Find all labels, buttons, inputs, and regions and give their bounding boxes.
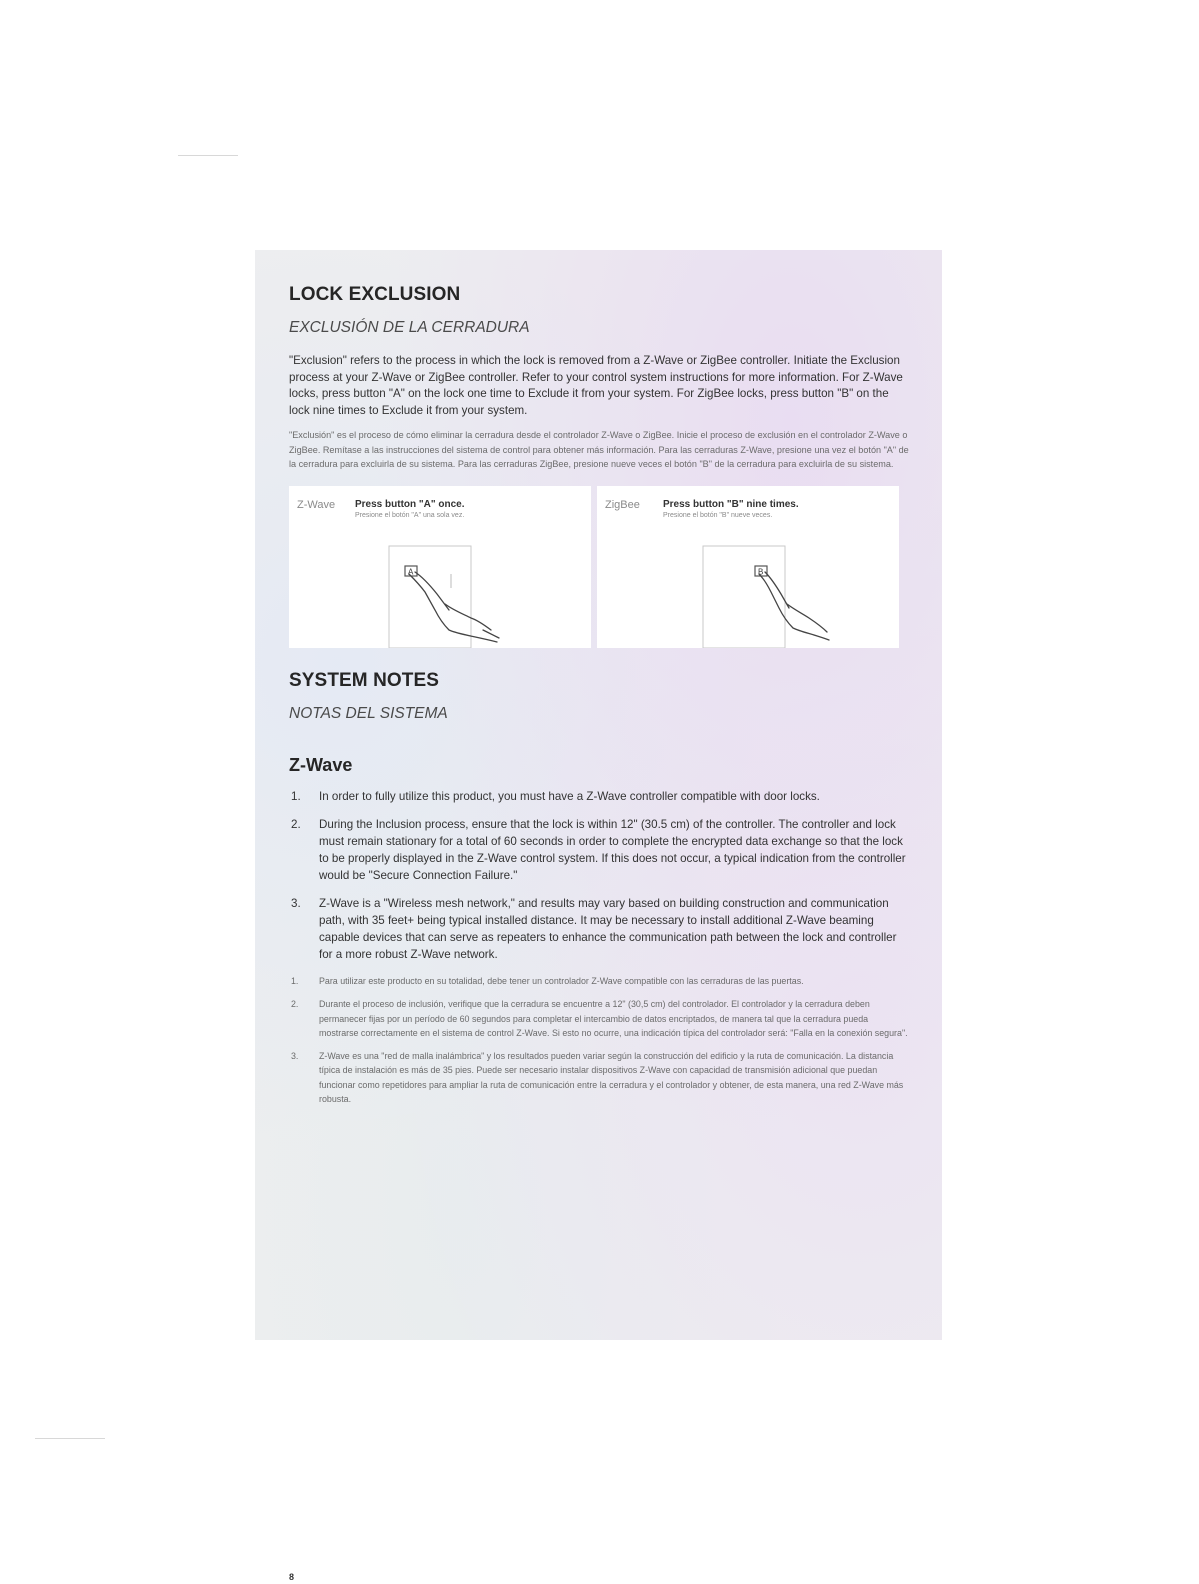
system-notes-list-en — [289, 788, 909, 963]
system-notes-title-es: NOTAS DEL SISTEMA — [289, 704, 448, 722]
page-content — [289, 284, 909, 1115]
manual-page — [255, 250, 942, 1582]
lock-press-illustration-zwave — [387, 544, 517, 648]
zigbee-instruction-text — [663, 499, 799, 519]
zwave-instruction-card — [289, 486, 591, 648]
zwave-instruction-text — [355, 499, 465, 519]
page-number: 8 — [289, 1572, 295, 1582]
list-item: 3. Z-Wave es una "red de malla inalámbrica" y los resultados pueden variar según la construcción del edificio y la ruta de comunicación. La distancia típica de instalación es más de 35 pies. Puede ser necesario instalar dispositivos Z-Wave con capacidad de transmisión adicional que puedan funcionar como repetidores para ampliar la ruta de comunicación entre la cerradura y el controlador y obtener, de esta manera, una red Z-Wave más robusta. — [291, 1051, 904, 1105]
system-notes-section — [289, 670, 909, 1106]
zwave-heading: Z-Wave — [289, 754, 353, 775]
system-notes-list-es — [289, 974, 909, 1106]
zwave-label: Z-Wave — [297, 498, 336, 511]
scan-artifact-bottom — [35, 1438, 105, 1439]
button-a-letter: A — [408, 567, 414, 577]
button-b-letter: B — [758, 567, 764, 577]
zigbee-label: ZigBee — [605, 498, 640, 511]
lock-keypad-outline — [703, 546, 785, 648]
lock-exclusion-body-en: "Exclusion" refers to the process in which the lock is removed from a Z-Wave or ZigBee controller. Initiate the Exclusion process at your Z-Wave or ZigBee controller. Refer to your control system instructions for more information. For Z-Wave locks, press button "A" on the lock one time to Exclude it from your system. For ZigBee locks, press button "B" on the lock nine times to Exclude it from your system. — [289, 354, 903, 417]
zigbee-instruction-en: Press button "B" nine times. — [663, 498, 799, 510]
lock-exclusion-title-es: EXCLUSIÓN DE LA CERRADURA — [289, 319, 530, 336]
lock-exclusion-body-es: "Exclusión" es el proceso de cómo eliminar la cerradura desde el controlador Z-Wave o ZigBee. Inicie el proceso de exclusión en el controlador Z-Wave o ZigBee. Remítase a las instrucciones del sistema de control para obtener más información. Para las cerraduras Z-Wave, presione una vez el botón "A" de la cerradura para excluirla de su sistema. Para las cerraduras ZigBee, presione nueve veces el botón "B" de la cerradura para excluirla de su sistema. — [289, 430, 909, 469]
list-item: 1. Para utilizar este producto en su totalidad, debe tener un controlador Z-Wave compatible con las cerraduras de las puertas. — [291, 975, 804, 986]
lock-exclusion-title: LOCK EXCLUSION — [289, 284, 461, 305]
list-item: 2. Durante el proceso de inclusión, verifique que la cerradura se encuentre a 12" (30,5 cm) del controlador. El controlador y la cerradura deben permanecer fijas por un período de 60 segundos para completar el intercambio de datos encriptados, de manera tal que la cerradura pueda mostrarse correctamente en el sistema de control Z-Wave. Si esto no ocurre, una indicación típica del controlador será: "Falla en la conexión segura". — [291, 999, 908, 1038]
zwave-instruction-en: Press button "A" once. — [355, 498, 465, 510]
scan-artifact-top — [178, 155, 238, 156]
zigbee-instruction-header — [605, 499, 799, 519]
list-item: 3. Z-Wave is a "Wireless mesh network," and results may vary based on building construction and communication path, with 35 feet+ being typical installed distance. It may be necessary to install additional Z-Wave beaming capable devices that can serve as repeaters to enhance the communication path between the lock and controller for a more robust Z-Wave network. — [291, 896, 897, 961]
lock-press-illustration-zigbee — [701, 544, 831, 648]
zwave-instruction-es: Presione el botón "A" una sola vez. — [355, 511, 465, 519]
zigbee-instruction-es: Presione el botón "B" nueve veces. — [663, 511, 773, 519]
zwave-instruction-header — [297, 499, 465, 519]
list-item: 2. During the Inclusion process, ensure that the lock is within 12" (30.5 cm) of the controller. The controller and lock must remain stationary for a total of 60 seconds in order to complete the encrypted data exchange so that the lock to be properly displayed in the Z-Wave control system. If this does not occur, a typical indication from the controller would be "Secure Connection Failure." — [291, 817, 906, 882]
list-item: 1. In order to fully utilize this product, you must have a Z-Wave controller compatible with door locks. — [291, 789, 820, 803]
system-notes-title: SYSTEM NOTES — [289, 669, 440, 691]
exclusion-instructions — [289, 486, 899, 648]
zigbee-instruction-card — [597, 486, 899, 648]
